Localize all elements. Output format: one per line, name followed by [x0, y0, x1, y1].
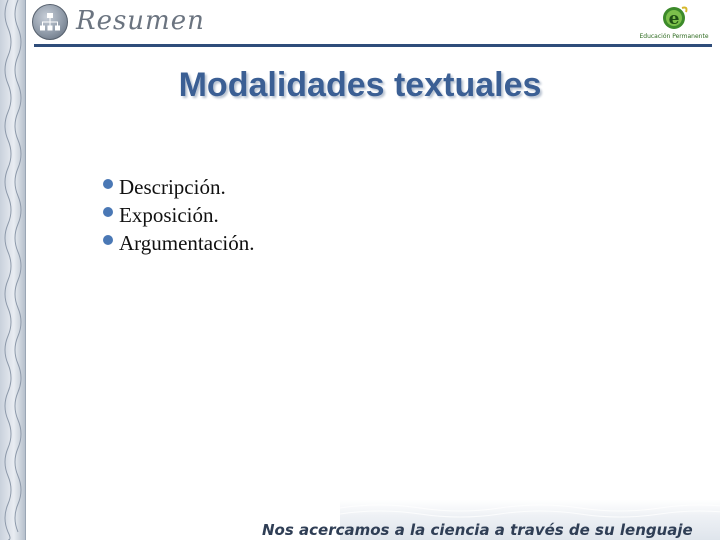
list-item [103, 201, 255, 229]
bullet-icon [103, 235, 113, 245]
education-logo [636, 2, 712, 42]
bullet-label: Argumentación. [119, 230, 255, 255]
svg-text:e: e [668, 9, 680, 29]
logo-e-icon [636, 2, 712, 34]
logo-caption: Educación Permanente [639, 33, 709, 40]
bullet-label: Descripción. [119, 174, 226, 199]
header-divider [34, 44, 712, 47]
bullet-label: Exposición. [119, 202, 219, 227]
footer-text: Nos acercamos a la ciencia a través de su lenguaje [262, 521, 693, 539]
bullet-icon [103, 179, 113, 189]
list-item [103, 229, 255, 257]
sitemap-icon [32, 4, 68, 40]
list-item [103, 173, 255, 201]
bullet-icon [103, 207, 113, 217]
section-title: Resumen [76, 6, 205, 36]
slide-title: Modalidades textuales [178, 66, 542, 104]
bullet-list [103, 173, 255, 257]
